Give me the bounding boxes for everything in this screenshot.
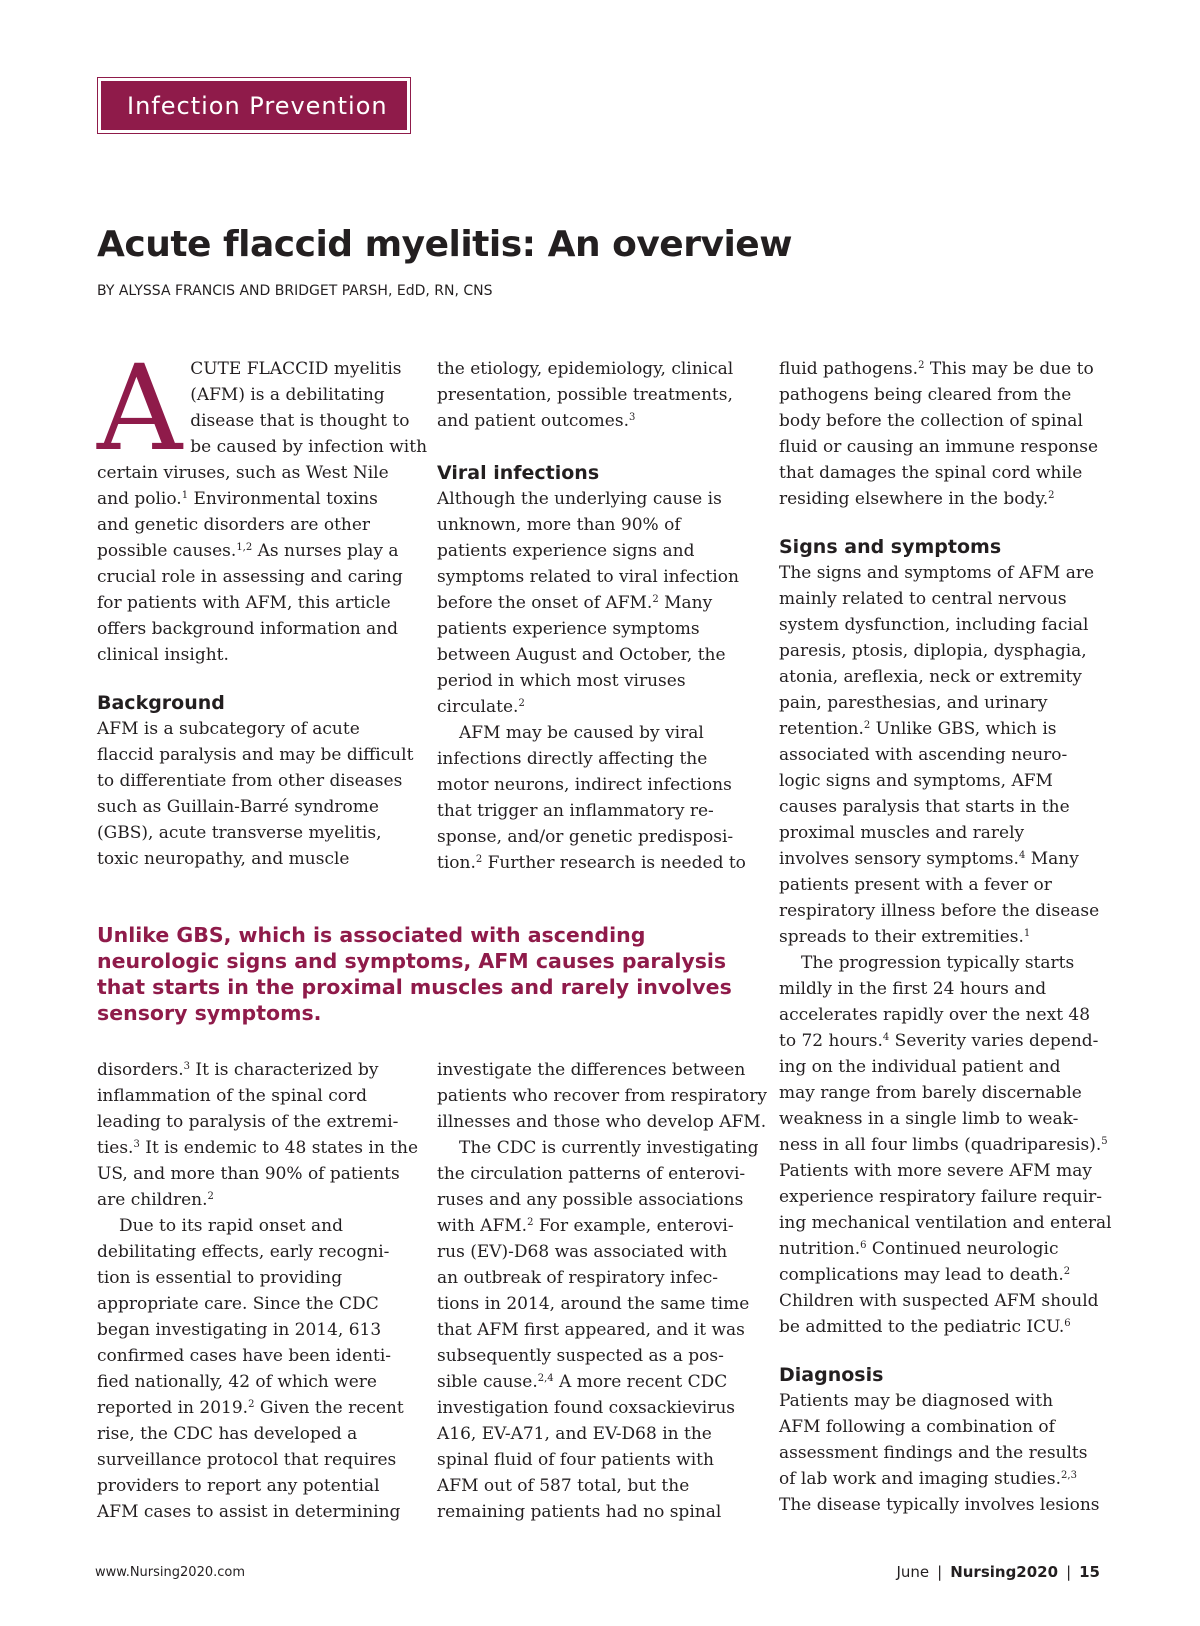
viral-paragraph-2: AFM may be caused by viral infections directly affecting the motor neurons, indirect infections that trigger an inflammatory re- sponse, and/or genetic predisposi- tion.$^2$ Further research is needed to (437, 723, 746, 873)
footer-magazine: Nursing2020 (950, 1563, 1059, 1581)
pull-quote-line: sensory symptoms. (97, 1001, 322, 1025)
diagnosis-paragraph: Patients may be diagnosed with AFM following a combination of assessment findings and the results of lab work and imaging studies.$^{2,3}$ The disease typically involves lesions (779, 1391, 1100, 1515)
footer-separator: | (1066, 1563, 1072, 1581)
intro-continued-paragraph: the etiology, epidemiology, clinical presentation, possible treatments, and patient outcomes.$^3$ (437, 359, 734, 431)
drop-cap: A (97, 339, 183, 477)
pull-quote (97, 922, 737, 1026)
progression-paragraph: The progression typically starts mildly in the first 24 hours and accelerates rapidly over the next 48 to 72 hours.$^4$ Severity varies depend- ing on the individual patient and may range from barely discernable weakness in a single limb to weak- ness in all four limbs (quadriparesis).$^5$ Patients with more severe AFM may experience respiratory failure requir- ing mechanical ventilation and enteral nutrition.$^6$ Continued neurologic complications may lead to death.$^2$ Children with suspected AFM should be admitted to the pediatric ICU.$^6$ (779, 953, 1112, 1337)
footer-month: June (896, 1563, 930, 1581)
page-number: 15 (1079, 1563, 1100, 1581)
signs-paragraph: The signs and symptoms of AFM are mainly related to central nervous system dysfunction, including facial paresis, ptosis, diplopia, dysphagia, atonia, areflexia, neck or extremity pain, paresthesias, and urinary retention.$^2$ Unlike GBS, which is associated with ascending neuro- logic signs and symptoms, AFM causes paralysis that starts in the proximal muscles and rarely involves sensory symptoms.$^4$ Many patients present with a fever or respiratory illness before the disease spreads to their extremities.$^1$ (779, 563, 1100, 947)
footer-folio (896, 1563, 1100, 1581)
pull-quote-line: neurologic signs and symptoms, AFM causes paralysis (97, 949, 727, 973)
byline: BY ALYSSA FRANCIS AND BRIDGET PARSH, EdD, RN, CNS (97, 283, 493, 299)
footer-separator: | (937, 1563, 943, 1581)
heading-diagnosis: Diagnosis (779, 1364, 884, 1386)
section-tag (97, 77, 411, 134)
background-paragraph: AFM is a subcategory of acute flaccid paralysis and may be difficult to differentiate from other diseases such as Guillain-Barré syndrome (GBS), acute transverse myelitis, toxic neuropathy, and muscle (97, 719, 414, 869)
heading-signs-and-symptoms: Signs and symptoms (779, 536, 1002, 558)
column-1-bottom (97, 1057, 419, 1525)
section-tag-label: Infection Prevention (101, 81, 407, 130)
cdc-paragraph: The CDC is currently investigating the circulation patterns of enterovi- ruses and any possible associations with AFM.$^2$ For example, enterovi- rus (EV)-D68 was associated with an outbreak of respiratory infec- tions in 2014, around the same time that AFM first appeared, and it was subsequently suspected as a pos- sible cause.$^{2,4}$ A more recent CDC investigation found coxsackievirus A16, EV-A71, and EV-D68 in the spinal fluid of four patients with AFM out of 587 total, but the remaining patients had no spinal (437, 1138, 759, 1522)
disorders-paragraph: disorders.$^3$ It is characterized by inflammation of the spinal cord leading to paralysis of the extremi- ties.$^3$ It is endemic to 48 states in the US, and more than 90% of patients are children.$^2$ (97, 1060, 419, 1210)
pathogens-paragraph: fluid pathogens.$^2$ This may be due to pathogens being cleared from the body before the collection of spinal fluid or causing an immune response that damages the spinal cord while residing elsewhere in the body.$^2$ (779, 359, 1099, 509)
onset-paragraph: Due to its rapid onset and debilitating effects, early recogni- tion is essential to providing appropriate care. Since the CDC began investigating in 2014, 613 confirmed cases have been identi- fied nationally, 42 of which were reported in 2019.$^2$ Given the recent rise, the CDC has developed a surveillance protocol that requires providers to report any potential AFM cases to assist in determining (97, 1216, 404, 1522)
column-2-bottom (437, 1057, 767, 1525)
heading-viral-infections: Viral infections (437, 462, 600, 484)
footer-website: www.Nursing2020.com (95, 1565, 246, 1580)
heading-background: Background (97, 692, 225, 714)
pull-quote-line: that starts in the proximal muscles and rarely involves (97, 975, 732, 999)
viral-paragraph: Although the underlying cause is unknown, more than 90% of patients experience signs and symptoms related to viral infection before the onset of AFM.$^2$ Many patients experience symptoms between August and October, the period in which most viruses circulate.$^2$ (437, 489, 739, 717)
column-3 (779, 356, 1112, 1518)
column-2-top (437, 356, 759, 876)
intro-paragraph: ACUTE FLACCID myelitis (AFM) is a debilitating disease that is thought to be caused by infection with certain viruses, such as West Nile and polio.$^1$ Environmental toxins and genetic disorders are other possible causes.$^{1,2}$ As nurses play a crucial role in assessing and caring for patients with AFM, this article offers background information and clinical insight. (97, 339, 428, 665)
investigate-paragraph: investigate the differences between patients who recover from respiratory illnesses and those who develop AFM. (437, 1060, 767, 1132)
pull-quote-line: Unlike GBS, which is associated with ascending (97, 923, 646, 947)
article-title: Acute flaccid myelitis: An overview (97, 224, 792, 265)
column-1-top (97, 339, 428, 872)
